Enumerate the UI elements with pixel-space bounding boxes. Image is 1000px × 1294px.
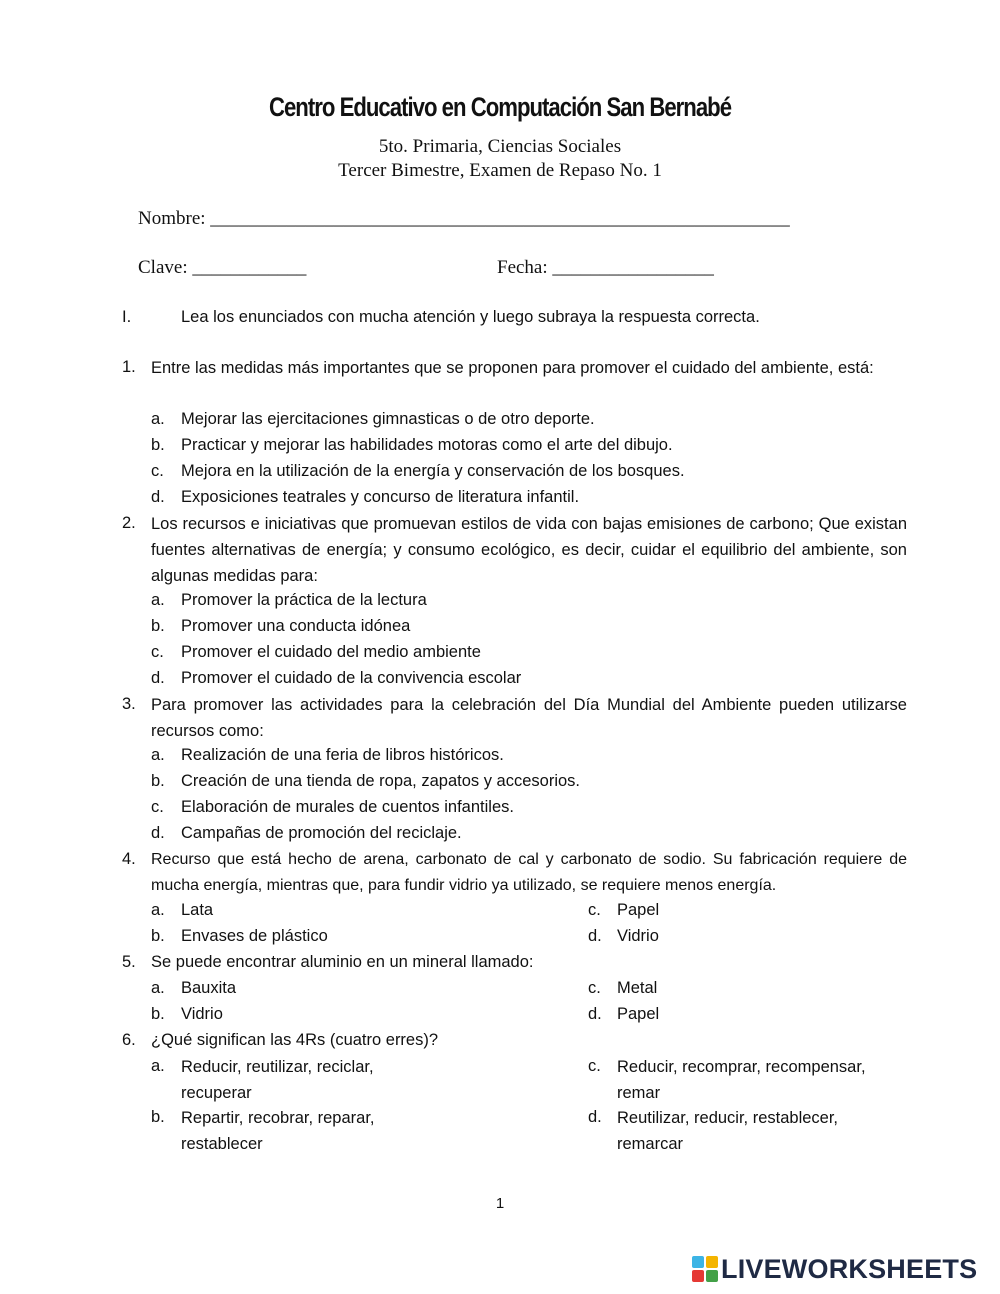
option-text[interactable]: Envases de plástico	[181, 927, 328, 945]
section-instruction: Lea los enunciados con mucha atención y luego subraya la respuesta correcta.	[181, 308, 760, 326]
logo-square	[692, 1270, 704, 1282]
option-text[interactable]: Lata	[181, 901, 214, 919]
option-letter: a.	[151, 1057, 165, 1075]
question-number: 3.	[122, 695, 136, 713]
logo-text: LIVEWORKSHEETS	[721, 1253, 978, 1284]
option-letter: c.	[151, 643, 164, 661]
fecha-label: Fecha:	[497, 257, 548, 278]
option-text[interactable]: Promover una conducta idónea	[181, 617, 411, 635]
logo-square	[692, 1256, 704, 1268]
option-text[interactable]: Vidrio	[181, 1005, 223, 1023]
option-letter: c.	[588, 901, 601, 919]
nombre-blank[interactable]: _____________________________________________________________	[210, 208, 790, 229]
nombre-label: Nombre:	[138, 208, 206, 229]
option-text[interactable]: Reducir, recomprar, recompensar, remar	[617, 1058, 866, 1102]
option-text[interactable]: Metal	[617, 979, 658, 997]
question-number: 5.	[122, 953, 136, 971]
option-letter: b.	[151, 436, 165, 454]
logo-square	[706, 1256, 718, 1268]
question-number: 6.	[122, 1031, 136, 1049]
option-letter: b.	[151, 1005, 165, 1023]
option-text[interactable]: Mejora en la utilización de la energía y conservación de los bosques.	[181, 462, 685, 480]
option-letter: c.	[588, 1057, 601, 1075]
option-text[interactable]: Practicar y mejorar las habilidades motoras como el arte del dibujo.	[181, 436, 673, 454]
question-number: 1.	[122, 358, 136, 376]
option-letter: a.	[151, 591, 165, 609]
option-text[interactable]: Vidrio	[617, 927, 659, 945]
option-letter: b.	[151, 772, 165, 790]
option-text[interactable]: Papel	[617, 1005, 660, 1023]
option-letter: c.	[588, 979, 601, 997]
option-letter: c.	[151, 462, 164, 480]
question-text: Se puede encontrar aluminio en un mineral llamado:	[151, 953, 534, 971]
option-letter: a.	[151, 746, 165, 764]
question-text: Para promover las actividades para la celebración del Día Mundial del Ambiente pueden utilizarse recursos como:	[151, 696, 907, 740]
option-text[interactable]: Bauxita	[181, 979, 237, 997]
option-letter: d.	[151, 824, 165, 842]
question-text: Recurso que está hecho de arena, carbonato de cal y carbonato de sodio. Su fabricación requiere de mucha energía, mientras que, para fundir vidrio ya utilizado, se requiere menos energía.	[151, 851, 907, 894]
grade-subject-line: 5to. Primaria, Ciencias Sociales	[378, 136, 622, 157]
section-numeral: I.	[122, 308, 132, 326]
option-text[interactable]: Repartir, recobrar, reparar, restablecer	[181, 1109, 375, 1153]
option-text[interactable]: Reducir, reutilizar, reciclar, recuperar	[181, 1058, 374, 1102]
question-text: ¿Qué significan las 4Rs (cuatro erres)?	[151, 1031, 439, 1049]
option-text[interactable]: Exposiciones teatrales y concurso de literatura infantil.	[181, 488, 580, 506]
question-text: Los recursos e iniciativas que promuevan estilos de vida con bajas emisiones de carbono; Que existan fuentes alternativas de energía; y consumo ecológico, es decir, cuidar el equilibrio del ambiente, son algunas medidas para:	[151, 515, 907, 585]
option-text[interactable]: Promover el cuidado de la convivencia escolar	[181, 669, 522, 687]
option-letter: b.	[151, 1108, 165, 1126]
document-title: Centro Educativo en Computación San Bernabé	[268, 92, 732, 122]
clave-blank[interactable]: ____________	[192, 257, 307, 278]
option-letter: d.	[151, 488, 165, 506]
clave-field[interactable]	[138, 257, 306, 279]
fecha-field[interactable]	[497, 257, 714, 279]
option-letter: d.	[588, 1108, 602, 1126]
option-text[interactable]: Elaboración de murales de cuentos infantiles.	[181, 798, 514, 816]
option-letter: c.	[151, 798, 164, 816]
question-number: 4.	[122, 850, 136, 868]
option-letter: a.	[151, 979, 165, 997]
option-text[interactable]: Promover la práctica de la lectura	[181, 591, 427, 609]
liveworksheets-logo-icon	[692, 1256, 718, 1282]
option-letter: d.	[588, 927, 602, 945]
page-number: 1	[495, 1195, 505, 1212]
question-number: 2.	[122, 514, 136, 532]
option-letter: d.	[588, 1005, 602, 1023]
nombre-field[interactable]	[138, 208, 790, 230]
option-letter: a.	[151, 901, 165, 919]
option-letter: d.	[151, 669, 165, 687]
fecha-blank[interactable]: _________________	[552, 257, 714, 278]
option-text[interactable]: Realización de una feria de libros históricos.	[181, 746, 504, 764]
clave-label: Clave:	[138, 257, 188, 278]
option-text[interactable]: Promover el cuidado del medio ambiente	[181, 643, 481, 661]
logo-square	[706, 1270, 718, 1282]
option-text[interactable]: Creación de una tienda de ropa, zapatos y accesorios.	[181, 772, 580, 790]
option-letter: a.	[151, 410, 165, 428]
exam-title-line: Tercer Bimestre, Examen de Repaso No. 1	[338, 160, 662, 181]
option-text[interactable]: Papel	[617, 901, 660, 919]
option-text[interactable]: Mejorar las ejercitaciones gimnasticas o de otro deporte.	[181, 410, 595, 428]
liveworksheets-logo[interactable]	[692, 1254, 977, 1284]
option-letter: b.	[151, 927, 165, 945]
option-text[interactable]: Campañas de promoción del reciclaje.	[181, 824, 462, 842]
option-letter: b.	[151, 617, 165, 635]
option-text[interactable]: Reutilizar, reducir, restablecer, remarcar	[617, 1109, 839, 1153]
question-text: Entre las medidas más importantes que se proponen para promover el cuidado del ambiente, está:	[151, 359, 874, 377]
